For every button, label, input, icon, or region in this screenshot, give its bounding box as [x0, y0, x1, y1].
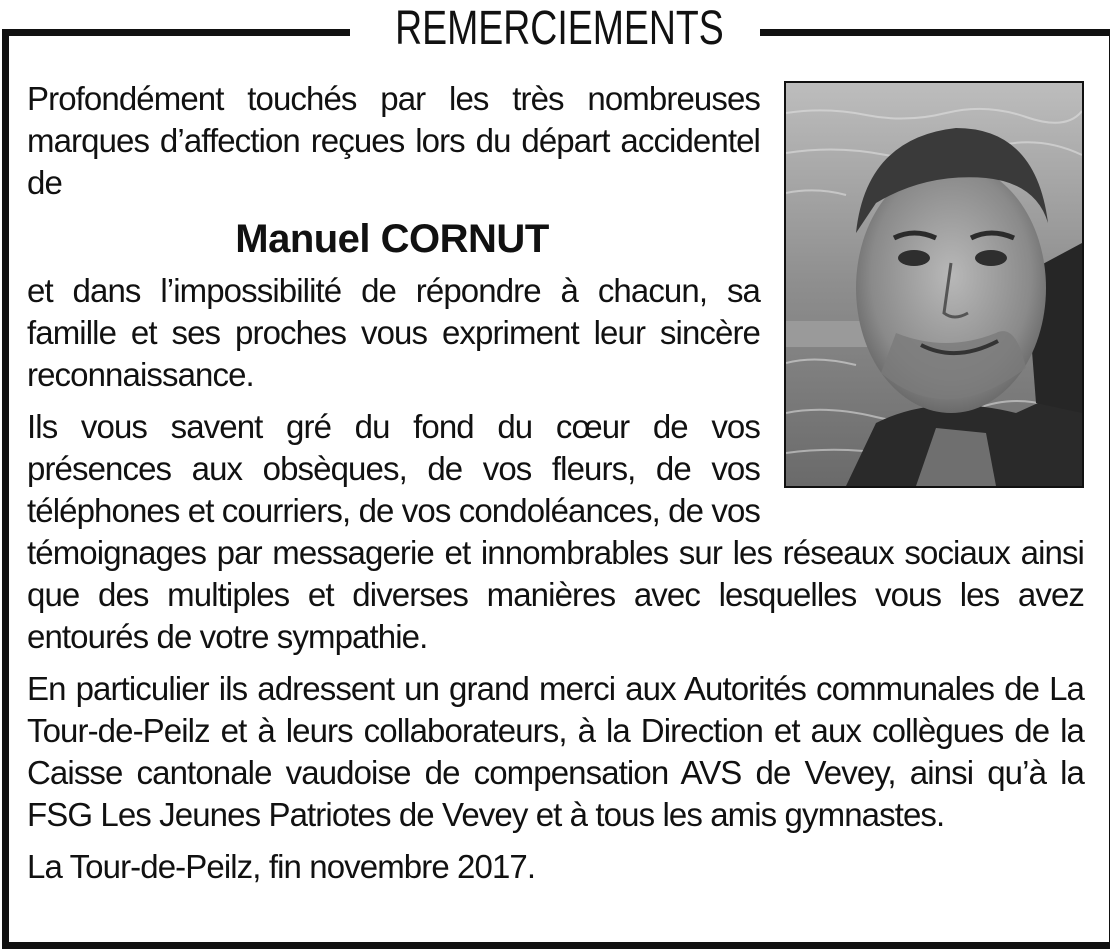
paragraph-1: et dans l’impossibilité de répondre à chacun, sa famille et ses proches vous expriment leur sincère reconnaissance.	[27, 272, 760, 393]
portrait-image	[786, 83, 1082, 486]
intro-text: Profondément touchés par les très nombreuses marques d’affection reçues lors du départ accidentel de	[27, 80, 760, 201]
notice-title: REMERCIEMENTS	[395, 2, 724, 55]
deceased-name: Manuel CORNUT	[235, 217, 549, 261]
portrait-photo	[784, 81, 1084, 488]
signature-line: La Tour-de-Peilz, fin novembre 2017.	[27, 848, 536, 885]
notice-body	[27, 78, 1084, 898]
paragraph-3: En particulier ils adressent un grand merci aux Autorités communales de La Tour-de-Peilz et à leurs collaborateurs, à la Direction et aux collègues de la Caisse cantonale vaudoise de compensation AVS de Vevey, ainsi qu’à la FSG Les Jeunes Patriotes de Vevey et à tous les amis gymnastes.	[27, 670, 1084, 833]
paragraph-2: Ils vous savent gré du fond du cœur de vos présences aux obsèques, de vos fleurs, de vos téléphones et courriers, de vos condoléances, de vos témoignages par messagerie et innombrables sur les réseaux sociaux ainsi que des multiples et diverses manières avec lesquelles vous les avez entourés de votre sympathie.	[27, 408, 1084, 655]
title-banner	[350, 0, 760, 60]
